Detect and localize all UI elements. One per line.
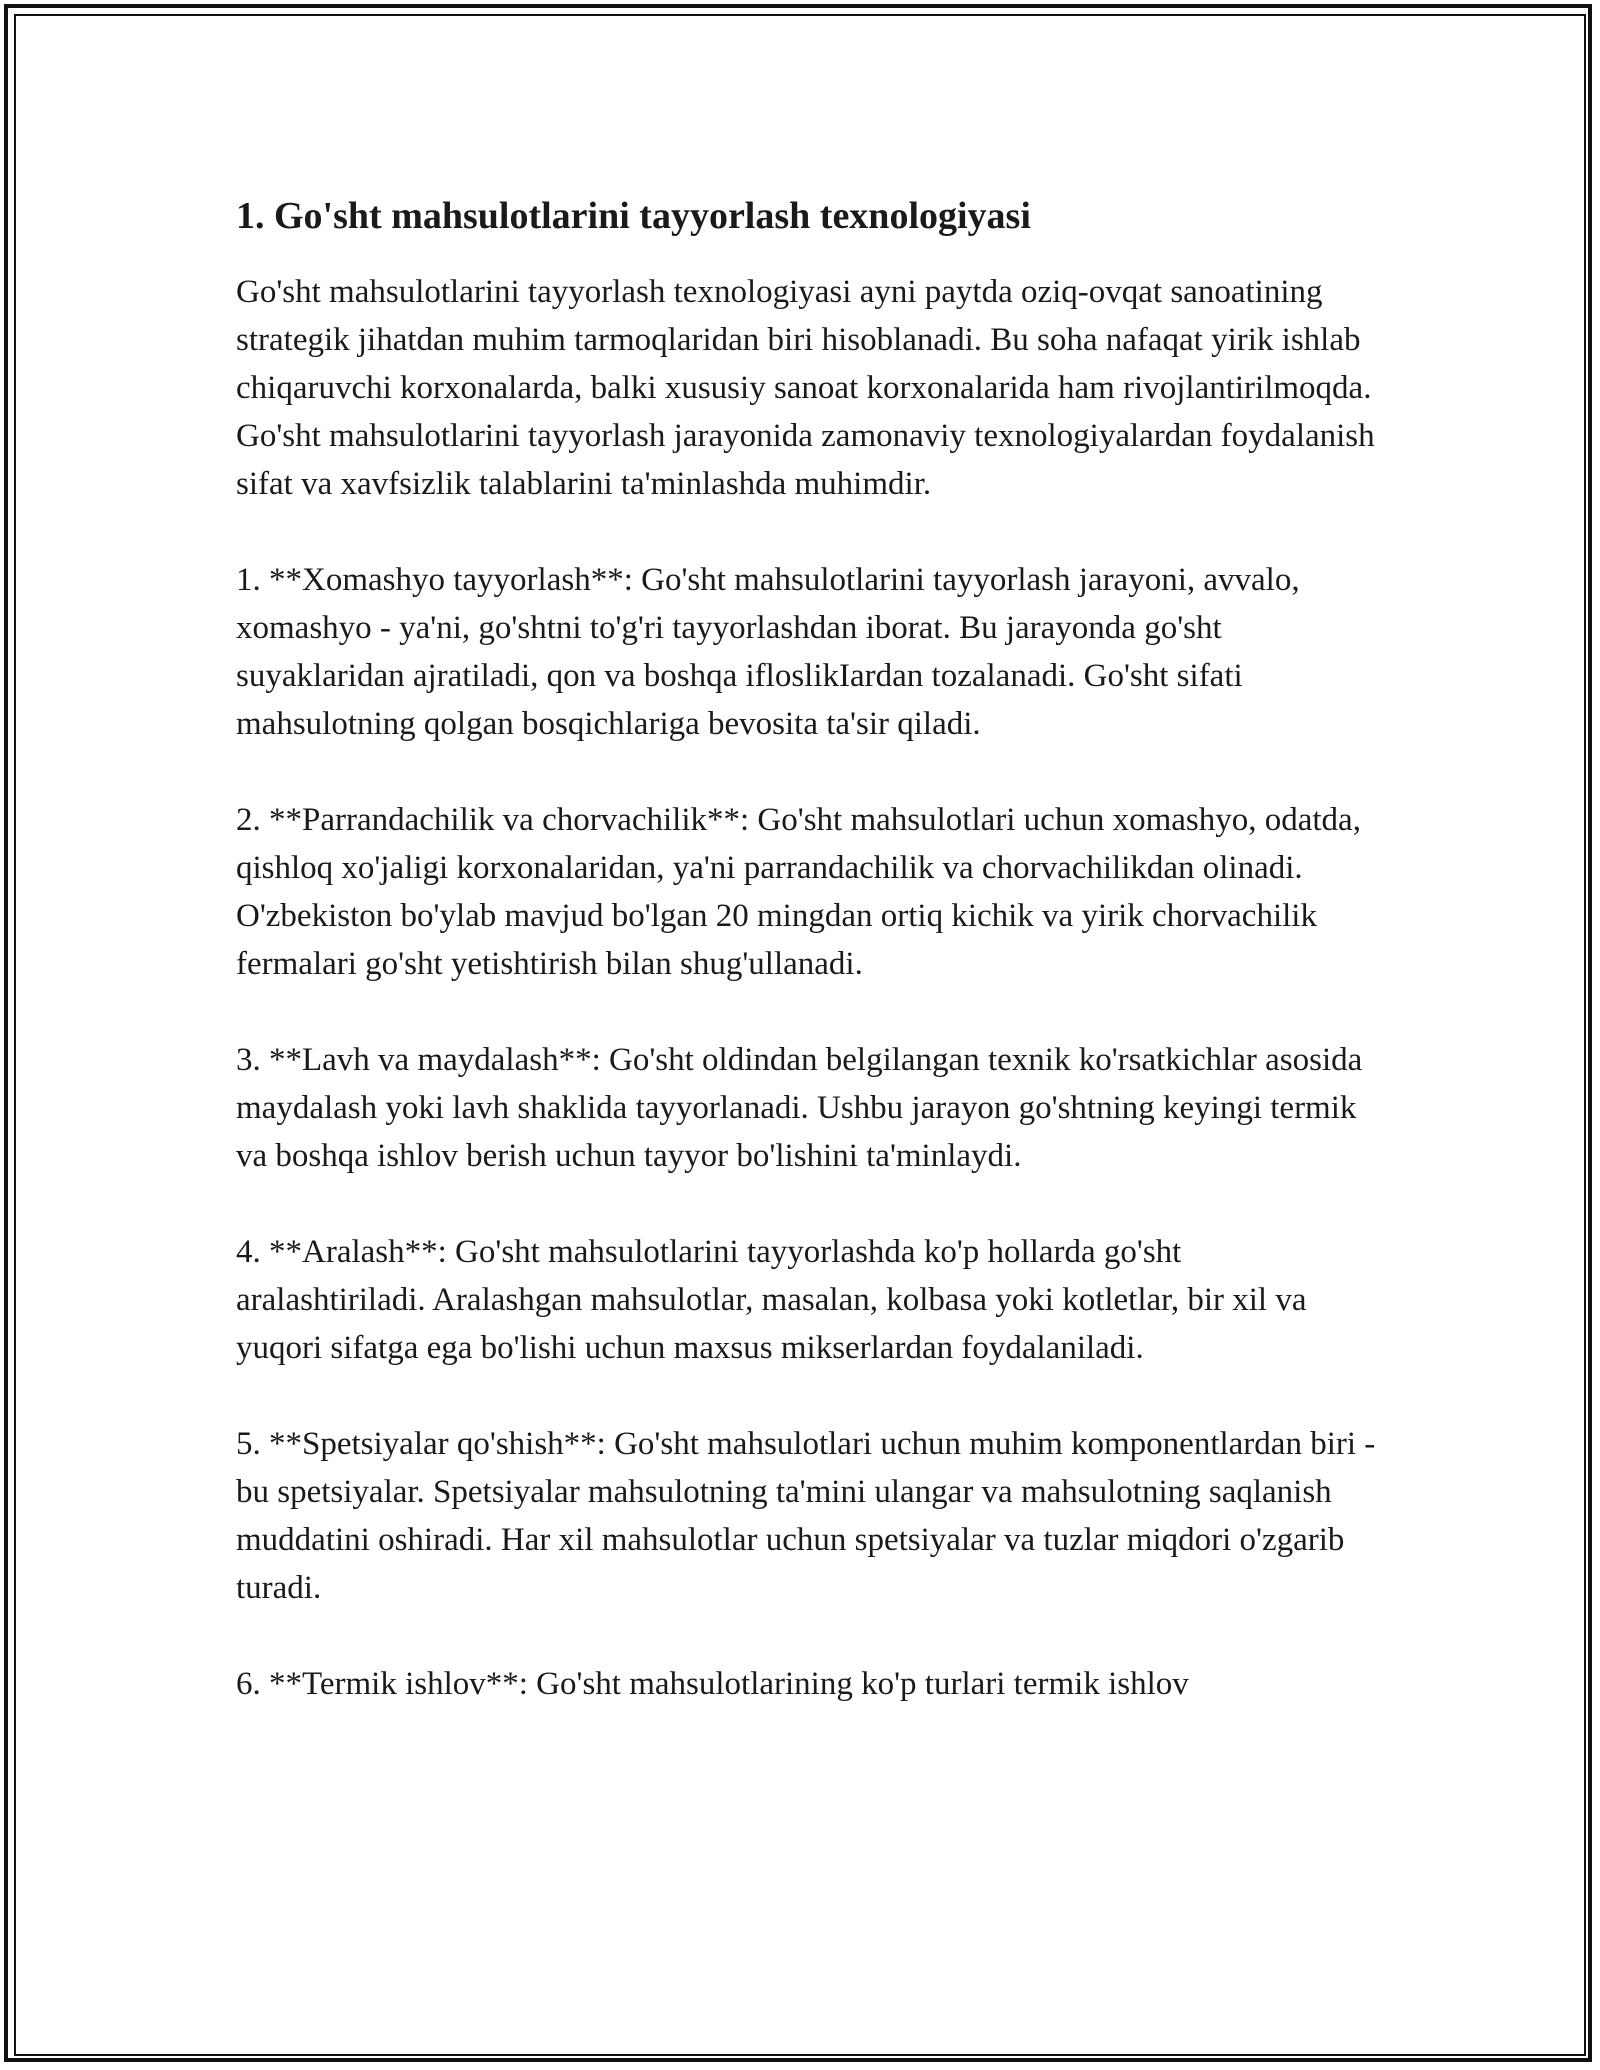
item-paragraph-6: 6. **Termik ishlov**: Go'sht mahsulotlarining ko'p turlari termik ishlov [236,1666,1189,1702]
item-paragraph-2: 2. **Parrandachilik va chorvachilik**: Go'sht mahsulotlari uchun xomashyo, odatda, qishloq xo'jaligi korxonalaridan, ya'ni parrandachilik va chorvachilikdan olinadi. O'zbekiston bo'ylab mavjud bo'lgan 20 mingdan ortiq kichik va yirik chorvachilik fermalari go'sht yetishtirish bilan shug'ullanadi. [236,802,1361,982]
item-paragraph-4: 4. **Aralash**: Go'sht mahsulotlarini tayyorlashda ko'p hollarda go'sht aralashtiriladi. Aralashgan mahsulotlar, masalan, kolbasa yoki kotletlar, bir xil va yuqori sifatga ega bo'lishi uchun maxsus mikserlardan foydalaniladi. [236,1234,1307,1366]
item-paragraph-3: 3. **Lavh va maydalash**: Go'sht oldindan belgilangan texnik ko'rsatkichlar asosida maydalash yoki lavh shaklida tayyorlanadi. Ushbu jarayon go'shtning keyingi termik va boshqa ishlov berish uchun tayyor bo'lishini ta'minlaydi. [236,1042,1363,1174]
item-paragraph-1: 1. **Xomashyo tayyorlash**: Go'sht mahsulotlarini tayyorlash jarayoni, avvalo, xomashyo - ya'ni, go'shtni to'g'ri tayyorlashdan iborat. Bu jarayonda go'sht suyaklaridan ajratiladi, qon va boshqa ifloslikIardan tozalanadi. Go'sht sifati mahsulotning qolgan bosqichlariga bevosita ta'sir qiladi. [236,562,1300,742]
item-paragraph-5: 5. **Spetsiyalar qo'shish**: Go'sht mahsulotlari uchun muhim komponentlardan biri - bu spetsiyalar. Spetsiyalar mahsulotning ta'mini ulangar va mahsulotning saqlanish muddatini oshiradi. Har xil mahsulotlar uchun spetsiyalar va tuzlar miqdori o'zgarib turadi. [236,1426,1376,1606]
document-title: 1. Go'sht mahsulotlarini tayyorlash texnologiyasi [236,195,1031,237]
document-body [236,186,1376,1756]
intro-paragraph: Go'sht mahsulotlarini tayyorlash texnologiyasi ayni paytda oziq-ovqat sanoatining strategik jihatdan muhim tarmoqlaridan biri hisoblanadi. Bu soha nafaqat yirik ishlab chiqaruvchi korxonalarda, balki xususiy sanoat korxonalarida ham rivojlantirilmoqda. Go'sht mahsulotlarini tayyorlash jarayonida zamonaviy texnologiyalardan foydalanish sifat va xavfsizlik talablarini ta'minlashda muhimdir. [236,274,1375,502]
